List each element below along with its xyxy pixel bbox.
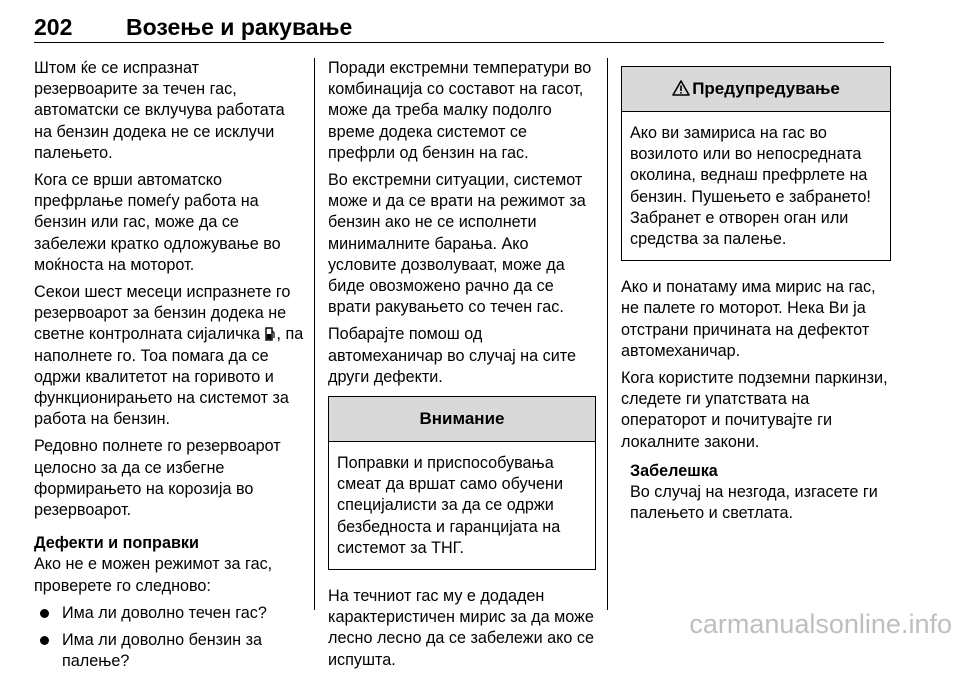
paragraph: Поради екстремни температури во комбинација со составот на гасот, може да треба малку подолго време додека системот се префрли од бензин на гас. bbox=[328, 59, 592, 162]
paragraph: На течниот гас му е додаден карактеристичен мирис за да може лесно лесно да се забележи ако се испушта. bbox=[328, 587, 594, 669]
warning-body: Ако ви замириса на гас во возилото или во непосредната околина, веднаш префрлете на бензин. Пушењето е забрането! Забранет е отворен оган или средства за палење. bbox=[630, 124, 871, 249]
note-block bbox=[621, 461, 891, 525]
note-title: Забелешка bbox=[630, 461, 718, 480]
column-divider bbox=[607, 58, 608, 610]
paragraph: Ако не е можен режимот за гас, проверете го следново: bbox=[34, 555, 273, 595]
warning-triangle-icon bbox=[672, 80, 690, 96]
list-item bbox=[34, 603, 306, 624]
warning-title: Предупредување bbox=[692, 79, 840, 98]
caution-box bbox=[328, 396, 596, 570]
bullet-icon bbox=[40, 609, 49, 618]
section-subheading: Дефекти и поправки bbox=[34, 534, 199, 553]
list-item-text: Има ли доволно бензин за палење? bbox=[62, 631, 263, 671]
paragraph: Во екстремни ситуации, системот може и да се врати на режимот за бензин ако не се исполнети минималните барања. Ако условите дозволуваат, може да биде овозможено рачно да се врати ракувањето со течен гас. bbox=[328, 171, 586, 317]
watermark: carmanualsonline.info bbox=[689, 609, 952, 639]
paragraph: Кога се врши автоматско префрлање помеѓу работа на бензин или гас, може да се забележи кратко одложување во моќноста на моторот. bbox=[34, 171, 281, 274]
warning-box bbox=[621, 66, 891, 261]
page-header bbox=[34, 8, 884, 43]
paragraph: Редовно полнете го резервоарот целосно за да се избегне формирањето на корозија во резервоарот. bbox=[34, 437, 281, 520]
paragraph: Штом ќе се испразнат резервоарите за течен гас, автоматски се вклучува работата на бензин додека не се исклучи палењето. bbox=[34, 59, 285, 162]
list-item bbox=[34, 630, 306, 672]
bullet-icon bbox=[40, 636, 49, 645]
column-divider bbox=[314, 58, 315, 610]
bullet-list bbox=[34, 603, 306, 673]
column-left bbox=[34, 58, 306, 678]
caution-body: Поправки и приспособувања смеат да вршат само обучени специјалисти за да се одржи безбедноста и гаранцијата на системот за ТНГ. bbox=[337, 454, 564, 557]
chapter-title: Возење и ракување bbox=[126, 14, 353, 40]
fuel-gauge-icon bbox=[265, 326, 275, 340]
paragraph: Побарајте помош од автомеханичар во случај на сите други дефекти. bbox=[328, 325, 576, 386]
paragraph: Ако и понатаму има мирис на гас, не палете го моторот. Нека Ви ја отстрани причината на дефектот автомеханичар. bbox=[621, 278, 876, 360]
paragraph: Кога користите подземни паркинзи, следете ги упатствата на операторот и почитувајте ги локалните закони. bbox=[621, 369, 888, 451]
list-item-text: Има ли доволно течен гас? bbox=[62, 603, 267, 622]
note-body: Во случај на незгода, изгасете ги палењето и светлата. bbox=[630, 483, 878, 523]
caution-title: Внимание bbox=[329, 397, 595, 442]
paragraph-text: Секои шест месеци испразнете го резервоарот за бензин додека не светне контролната сијаличка bbox=[34, 283, 291, 344]
paragraph-text: , па наполнете го. Тоа помага да се одржи квалитетот на горивото и функционирањето на системот за работа на бензин. bbox=[34, 325, 304, 429]
column-middle bbox=[328, 58, 596, 677]
column-right bbox=[621, 58, 891, 524]
paragraph bbox=[34, 282, 306, 430]
warning-title-row bbox=[622, 67, 890, 112]
page-number: 202 bbox=[34, 14, 73, 40]
